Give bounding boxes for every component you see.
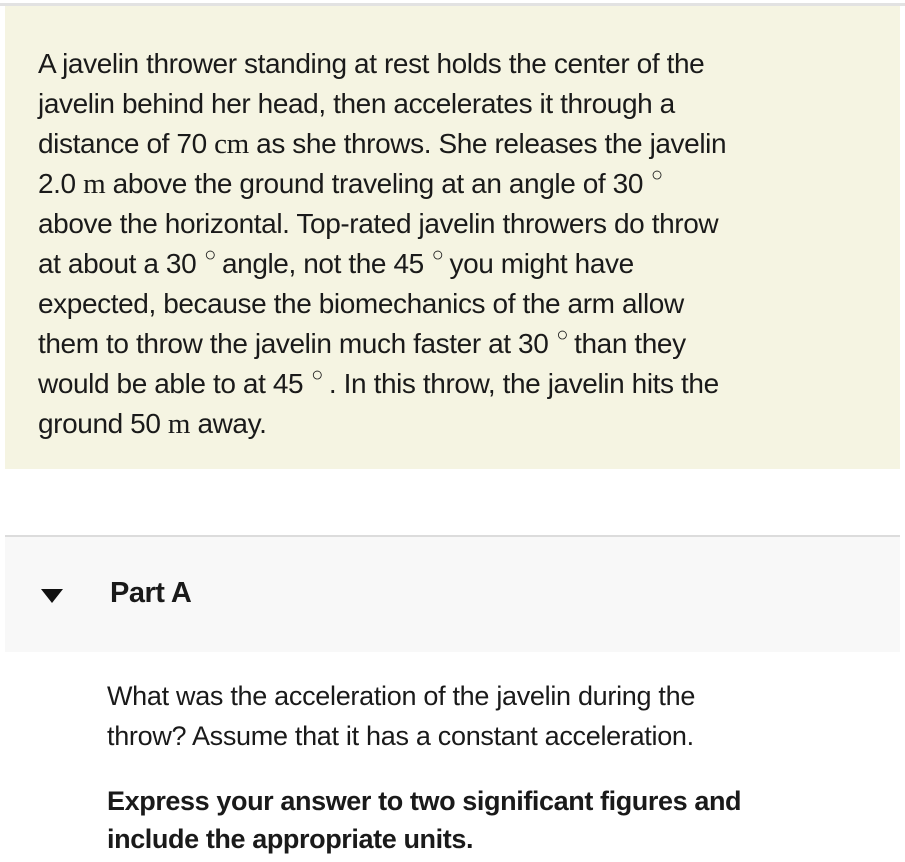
degree-symbol: ○ — [651, 164, 663, 186]
text: What was the acceleration of the javelin during the — [107, 681, 696, 711]
unit: m — [83, 168, 106, 200]
text: away. — [190, 408, 267, 439]
text: A javelin thrower standing at rest holds the center of the — [38, 48, 705, 79]
text: than they — [574, 328, 686, 359]
text: you might have — [449, 248, 634, 279]
text: ground 50 — [38, 408, 168, 439]
text: at about a 30 — [38, 248, 197, 279]
text: . In this throw, the javelin hits the — [328, 368, 719, 399]
text: javelin behind her head, then accelerates it through a — [38, 88, 675, 119]
degree-symbol: ○ — [431, 244, 444, 266]
text: include the appropriate units. — [107, 824, 474, 854]
problem-line — [38, 84, 726, 124]
unit: cm — [214, 128, 249, 160]
text: as she throws. She releases the javelin — [248, 128, 727, 159]
text: 2.0 — [38, 168, 84, 199]
text: expected, because the biomechanics of the arm allow — [38, 288, 684, 319]
text: angle, not the 45 — [221, 248, 424, 279]
text: would be able to at 45 — [38, 368, 304, 399]
problem-statement — [5, 6, 900, 469]
problem-line — [38, 124, 726, 164]
degree-symbol: ○ — [204, 244, 216, 266]
problem-line — [38, 324, 726, 364]
problem-line — [38, 164, 726, 204]
unit: m — [167, 408, 191, 440]
problem-line — [38, 404, 726, 444]
problem-line — [38, 44, 726, 84]
text: above the horizontal. Top-rated javelin throwers do throw — [38, 208, 719, 239]
text: throw? Assume that it has a constant acceleration. — [107, 721, 694, 751]
problem-line — [38, 204, 726, 244]
text: above the ground traveling at an angle of 30 — [105, 168, 644, 199]
part-a-header[interactable] — [5, 535, 900, 652]
degree-symbol: ○ — [556, 324, 569, 346]
text: distance of 70 — [38, 128, 215, 159]
text: Express your answer to two significant figures and — [107, 786, 742, 816]
part-a-title: Part A — [110, 577, 192, 609]
problem-line — [38, 364, 726, 404]
problem-line — [38, 244, 726, 284]
degree-symbol: ○ — [311, 364, 323, 386]
question-text — [107, 676, 695, 756]
collapse-triangle-icon[interactable] — [41, 589, 63, 603]
text: them to throw the javelin much faster at 30 — [38, 328, 549, 359]
problem-line — [38, 284, 726, 324]
answer-instructions — [107, 782, 741, 858]
